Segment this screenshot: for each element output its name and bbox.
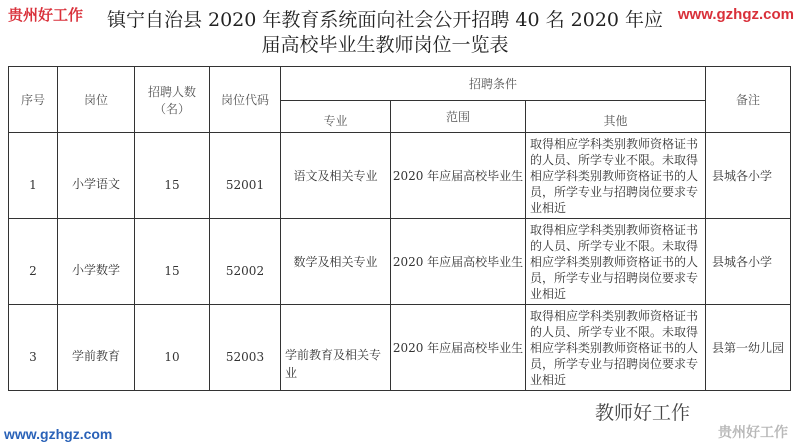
cell-post: 小学数学 [58,219,135,305]
cell-remark: 县第一幼儿园 [706,305,791,391]
cell-code: 52003 [210,305,281,391]
watermark-logo: 贵州好工作 [8,6,84,24]
cell-code: 52001 [210,133,281,219]
watermark-url-bottom: www.gzhgz.com [4,426,113,442]
watermark-overlay: 教师好工作 [594,402,690,424]
table-row [9,133,791,219]
cell-count: 10 [135,305,210,391]
cell-major: 学前教育及相关专业 [281,305,391,391]
cell-major: 数学及相关专业 [281,219,391,305]
header-scope: 范围 [391,101,526,133]
table-row [9,305,791,391]
header-code: 岗位代码 [210,67,281,133]
cell-no: 3 [9,305,58,391]
cell-other: 取得相应学科类别教师资格证书的人员、所学专业不限。未取得相应学科类别教师资格证书的人员，所学专业与招聘岗位要求专业相近 [526,219,706,305]
cell-scope: 2020 年应届高校毕业生 [391,305,526,391]
cell-remark: 县城各小学 [706,219,791,305]
cell-no: 2 [9,219,58,305]
cell-other: 取得相应学科类别教师资格证书的人员、所学专业不限。未取得相应学科类别教师资格证书的人员，所学专业与招聘岗位要求专业相近 [526,133,706,219]
cell-other: 取得相应学科类别教师资格证书的人员、所学专业不限。未取得相应学科类别教师资格证书的人员，所学专业与招聘岗位要求专业相近 [526,305,706,391]
cell-major: 语文及相关专业 [281,133,391,219]
cell-count: 15 [135,133,210,219]
cell-scope: 2020 年应届高校毕业生 [391,133,526,219]
page-title: 镇宁自治县 2020 年教育系统面向社会公开招聘 40 名 2020 年应届高校毕业生教师岗位一览表 [106,9,664,56]
cell-code: 52002 [210,219,281,305]
header-remark: 备注 [706,67,791,133]
cell-post: 学前教育 [58,305,135,391]
header-other: 其他 [526,101,706,133]
header-post: 岗位 [58,67,135,133]
recruitment-table [8,66,791,391]
header-conditions: 招聘条件 [281,67,706,101]
cell-scope: 2020 年应届高校毕业生 [391,219,526,305]
cell-post: 小学语文 [58,133,135,219]
cell-count: 15 [135,219,210,305]
watermark-url: www.gzhgz.com [677,6,794,23]
cell-remark: 县城各小学 [706,133,791,219]
header-count: 招聘人数（名） [135,67,210,133]
table-row [9,219,791,305]
header-no: 序号 [9,67,58,133]
cell-no: 1 [9,133,58,219]
header-major: 专业 [281,101,391,133]
watermark-logo-bottom: 贵州好工作 [718,425,788,441]
